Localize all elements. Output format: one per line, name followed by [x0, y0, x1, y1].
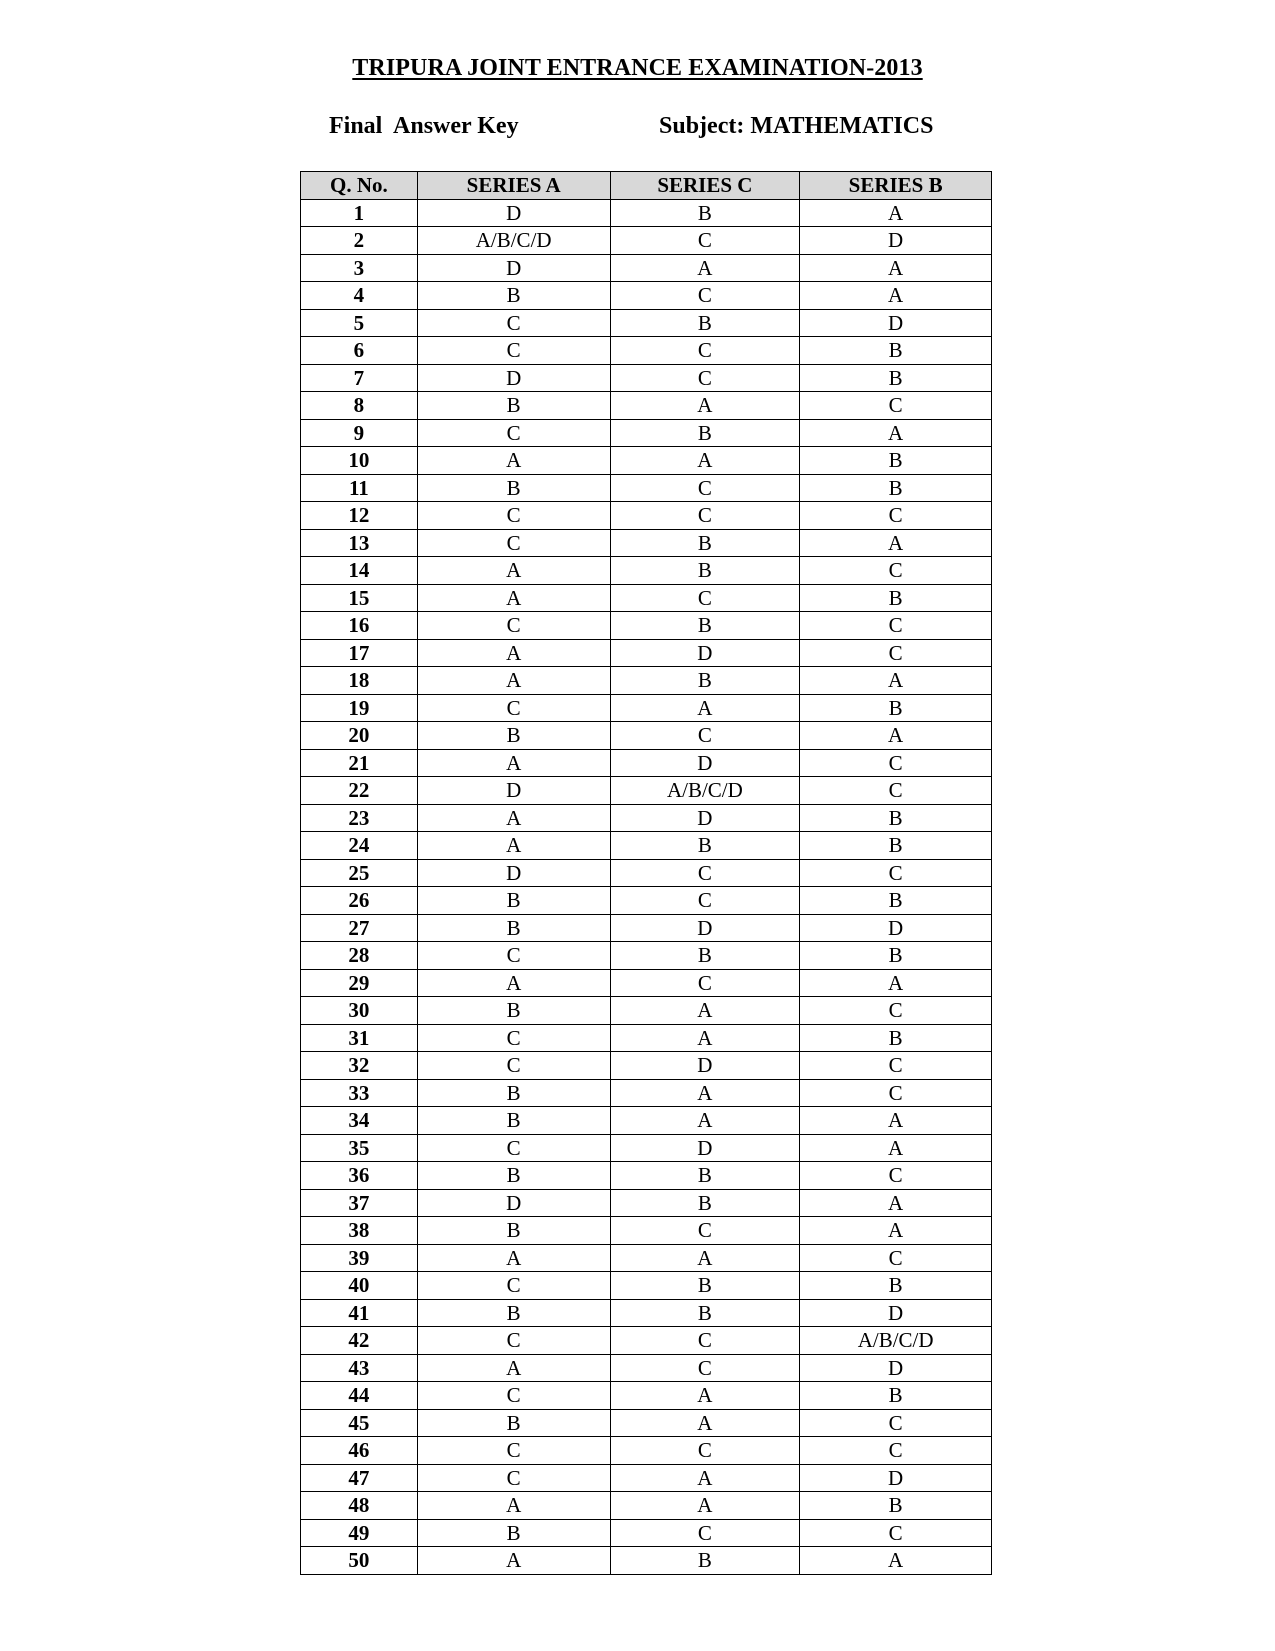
series-b-cell: D	[800, 309, 992, 337]
series-a-cell: A	[417, 1244, 610, 1272]
column-header-series-a: SERIES A	[417, 172, 610, 200]
table-row	[301, 832, 992, 860]
table-row	[301, 1272, 992, 1300]
series-c-cell: C	[610, 337, 800, 365]
qno-cell: 40	[301, 1272, 418, 1300]
series-a-cell: C	[417, 694, 610, 722]
table-row	[301, 1519, 992, 1547]
table-row	[301, 1464, 992, 1492]
table-row	[301, 859, 992, 887]
series-c-cell: C	[610, 722, 800, 750]
series-c-cell: A	[610, 1409, 800, 1437]
series-c-cell: C	[610, 969, 800, 997]
qno-cell: 47	[301, 1464, 418, 1492]
series-b-cell: D	[800, 914, 992, 942]
series-b-cell: C	[800, 557, 992, 585]
series-a-cell: A	[417, 804, 610, 832]
qno-cell: 23	[301, 804, 418, 832]
qno-cell: 49	[301, 1519, 418, 1547]
series-b-cell: B	[800, 337, 992, 365]
series-c-cell: B	[610, 1189, 800, 1217]
qno-cell: 17	[301, 639, 418, 667]
series-b-cell: C	[800, 639, 992, 667]
series-b-cell: A	[800, 722, 992, 750]
answer-key-table	[300, 171, 992, 1575]
series-b-cell: B	[800, 942, 992, 970]
qno-cell: 18	[301, 667, 418, 695]
table-row	[301, 749, 992, 777]
series-c-cell: C	[610, 474, 800, 502]
table-row	[301, 1244, 992, 1272]
series-c-cell: C	[610, 364, 800, 392]
series-a-cell: B	[417, 887, 610, 915]
series-c-cell: A	[610, 1382, 800, 1410]
table-row	[301, 887, 992, 915]
table-header	[301, 172, 992, 200]
series-b-cell: C	[800, 502, 992, 530]
series-c-cell: A	[610, 1107, 800, 1135]
series-a-cell: A	[417, 969, 610, 997]
series-a-cell: A	[417, 1547, 610, 1575]
series-b-cell: C	[800, 1409, 992, 1437]
series-b-cell: A	[800, 1134, 992, 1162]
qno-cell: 45	[301, 1409, 418, 1437]
qno-cell: 22	[301, 777, 418, 805]
series-a-cell: C	[417, 309, 610, 337]
series-a-cell: B	[417, 914, 610, 942]
series-c-cell: B	[610, 612, 800, 640]
series-c-cell: B	[610, 419, 800, 447]
series-a-cell: A	[417, 1492, 610, 1520]
series-b-cell: C	[800, 859, 992, 887]
table-row	[301, 639, 992, 667]
qno-cell: 11	[301, 474, 418, 502]
qno-cell: 2	[301, 227, 418, 255]
series-b-cell: A	[800, 419, 992, 447]
table-row	[301, 254, 992, 282]
series-c-cell: B	[610, 1162, 800, 1190]
series-a-cell: C	[417, 1052, 610, 1080]
table-row	[301, 199, 992, 227]
table-row	[301, 1162, 992, 1190]
table-row	[301, 1547, 992, 1575]
qno-cell: 38	[301, 1217, 418, 1245]
table-row	[301, 1327, 992, 1355]
series-b-cell: C	[800, 1244, 992, 1272]
series-a-cell: B	[417, 1299, 610, 1327]
series-b-cell: D	[800, 1464, 992, 1492]
series-a-cell: A	[417, 584, 610, 612]
qno-cell: 24	[301, 832, 418, 860]
series-a-cell: B	[417, 1162, 610, 1190]
series-b-cell: A	[800, 969, 992, 997]
qno-cell: 25	[301, 859, 418, 887]
table-row	[301, 777, 992, 805]
series-c-cell: B	[610, 199, 800, 227]
series-a-cell: B	[417, 392, 610, 420]
series-a-cell: C	[417, 1382, 610, 1410]
series-b-cell: B	[800, 804, 992, 832]
qno-cell: 27	[301, 914, 418, 942]
table-body	[301, 199, 992, 1574]
qno-cell: 13	[301, 529, 418, 557]
table-row	[301, 392, 992, 420]
column-header-series-c: SERIES C	[610, 172, 800, 200]
qno-cell: 43	[301, 1354, 418, 1382]
series-b-cell: D	[800, 1299, 992, 1327]
series-a-cell: B	[417, 1079, 610, 1107]
qno-cell: 44	[301, 1382, 418, 1410]
table-row	[301, 447, 992, 475]
series-b-cell: A	[800, 1217, 992, 1245]
header-row	[301, 172, 992, 200]
series-c-cell: B	[610, 1299, 800, 1327]
qno-cell: 48	[301, 1492, 418, 1520]
series-b-cell: B	[800, 1024, 992, 1052]
table-row	[301, 667, 992, 695]
series-c-cell: D	[610, 1052, 800, 1080]
series-a-cell: C	[417, 502, 610, 530]
page-title	[0, 55, 1275, 82]
qno-cell: 7	[301, 364, 418, 392]
qno-cell: 3	[301, 254, 418, 282]
table-row	[301, 1382, 992, 1410]
series-b-cell: B	[800, 1272, 992, 1300]
series-c-cell: A/B/C/D	[610, 777, 800, 805]
table-row	[301, 1024, 992, 1052]
series-c-cell: A	[610, 447, 800, 475]
series-c-cell: D	[610, 914, 800, 942]
series-c-cell: C	[610, 1354, 800, 1382]
series-c-cell: A	[610, 694, 800, 722]
answer-key-label: Final Answer Key	[329, 113, 519, 139]
table-row	[301, 612, 992, 640]
table-row	[301, 1134, 992, 1162]
table-row	[301, 227, 992, 255]
table-row	[301, 1107, 992, 1135]
series-c-cell: B	[610, 1272, 800, 1300]
qno-cell: 8	[301, 392, 418, 420]
series-c-cell: A	[610, 1024, 800, 1052]
series-a-cell: A	[417, 1354, 610, 1382]
series-b-cell: C	[800, 777, 992, 805]
series-b-cell: B	[800, 584, 992, 612]
qno-cell: 6	[301, 337, 418, 365]
qno-cell: 28	[301, 942, 418, 970]
table-row	[301, 804, 992, 832]
series-b-cell: A	[800, 199, 992, 227]
table-row	[301, 1492, 992, 1520]
table-row	[301, 557, 992, 585]
qno-cell: 5	[301, 309, 418, 337]
table-row	[301, 309, 992, 337]
series-a-cell: C	[417, 529, 610, 557]
table-row	[301, 1354, 992, 1382]
series-b-cell: A	[800, 1107, 992, 1135]
table-row	[301, 942, 992, 970]
series-c-cell: C	[610, 227, 800, 255]
subject-label: Subject: MATHEMATICS	[659, 113, 934, 139]
qno-cell: 15	[301, 584, 418, 612]
series-a-cell: C	[417, 1437, 610, 1465]
table-row	[301, 1052, 992, 1080]
series-c-cell: D	[610, 804, 800, 832]
series-a-cell: A	[417, 557, 610, 585]
series-a-cell: B	[417, 1519, 610, 1547]
series-b-cell: D	[800, 227, 992, 255]
qno-cell: 41	[301, 1299, 418, 1327]
table-row	[301, 584, 992, 612]
title-text: TRIPURA JOINT ENTRANCE EXAMINATION-2013	[352, 55, 923, 81]
series-b-cell: A	[800, 529, 992, 557]
series-b-cell: B	[800, 832, 992, 860]
series-b-cell: B	[800, 1382, 992, 1410]
series-a-cell: A	[417, 667, 610, 695]
column-header-series-b: SERIES B	[800, 172, 992, 200]
qno-cell: 30	[301, 997, 418, 1025]
series-b-cell: A	[800, 1547, 992, 1575]
series-c-cell: C	[610, 1327, 800, 1355]
qno-cell: 9	[301, 419, 418, 447]
qno-cell: 39	[301, 1244, 418, 1272]
series-b-cell: C	[800, 1519, 992, 1547]
series-a-cell: B	[417, 1409, 610, 1437]
table-row	[301, 529, 992, 557]
series-a-cell: D	[417, 254, 610, 282]
series-a-cell: D	[417, 1189, 610, 1217]
series-c-cell: A	[610, 1244, 800, 1272]
table-row	[301, 364, 992, 392]
qno-cell: 19	[301, 694, 418, 722]
series-a-cell: D	[417, 777, 610, 805]
series-b-cell: C	[800, 1079, 992, 1107]
series-c-cell: B	[610, 667, 800, 695]
series-a-cell: C	[417, 1327, 610, 1355]
series-a-cell: C	[417, 942, 610, 970]
qno-cell: 31	[301, 1024, 418, 1052]
qno-cell: 46	[301, 1437, 418, 1465]
series-a-cell: B	[417, 1217, 610, 1245]
series-c-cell: D	[610, 639, 800, 667]
series-c-cell: B	[610, 832, 800, 860]
qno-cell: 37	[301, 1189, 418, 1217]
series-a-cell: B	[417, 282, 610, 310]
qno-cell: 4	[301, 282, 418, 310]
series-b-cell: A	[800, 667, 992, 695]
series-c-cell: C	[610, 282, 800, 310]
table-row	[301, 419, 992, 447]
series-c-cell: C	[610, 859, 800, 887]
qno-cell: 34	[301, 1107, 418, 1135]
table-row	[301, 502, 992, 530]
table-row	[301, 1079, 992, 1107]
table-row	[301, 914, 992, 942]
series-a-cell: A/B/C/D	[417, 227, 610, 255]
qno-cell: 21	[301, 749, 418, 777]
series-c-cell: C	[610, 1437, 800, 1465]
series-b-cell: B	[800, 447, 992, 475]
series-a-cell: B	[417, 1107, 610, 1135]
table-row	[301, 1299, 992, 1327]
series-a-cell: D	[417, 859, 610, 887]
series-b-cell: C	[800, 997, 992, 1025]
series-a-cell: C	[417, 419, 610, 447]
series-c-cell: A	[610, 1492, 800, 1520]
series-c-cell: C	[610, 887, 800, 915]
series-c-cell: C	[610, 1519, 800, 1547]
series-c-cell: B	[610, 529, 800, 557]
table-row	[301, 1409, 992, 1437]
series-b-cell: A	[800, 254, 992, 282]
series-c-cell: D	[610, 749, 800, 777]
series-b-cell: C	[800, 749, 992, 777]
series-c-cell: A	[610, 392, 800, 420]
series-a-cell: A	[417, 832, 610, 860]
series-a-cell: A	[417, 639, 610, 667]
series-b-cell: B	[800, 364, 992, 392]
qno-cell: 12	[301, 502, 418, 530]
qno-cell: 10	[301, 447, 418, 475]
table-row	[301, 282, 992, 310]
series-b-cell: C	[800, 612, 992, 640]
series-a-cell: C	[417, 612, 610, 640]
qno-cell: 1	[301, 199, 418, 227]
table-row	[301, 722, 992, 750]
series-a-cell: A	[417, 447, 610, 475]
qno-cell: 26	[301, 887, 418, 915]
qno-cell: 50	[301, 1547, 418, 1575]
table-row	[301, 997, 992, 1025]
series-a-cell: D	[417, 364, 610, 392]
column-header-qno: Q. No.	[301, 172, 418, 200]
series-a-cell: B	[417, 722, 610, 750]
series-b-cell: B	[800, 474, 992, 502]
qno-cell: 20	[301, 722, 418, 750]
series-b-cell: C	[800, 1437, 992, 1465]
qno-cell: 14	[301, 557, 418, 585]
series-b-cell: A	[800, 1189, 992, 1217]
series-c-cell: C	[610, 584, 800, 612]
series-c-cell: A	[610, 997, 800, 1025]
table-row	[301, 1217, 992, 1245]
series-a-cell: C	[417, 1272, 610, 1300]
qno-cell: 16	[301, 612, 418, 640]
qno-cell: 29	[301, 969, 418, 997]
series-c-cell: A	[610, 1079, 800, 1107]
series-c-cell: D	[610, 1134, 800, 1162]
qno-cell: 33	[301, 1079, 418, 1107]
qno-cell: 36	[301, 1162, 418, 1190]
series-b-cell: A	[800, 282, 992, 310]
series-b-cell: C	[800, 1052, 992, 1080]
table-row	[301, 1437, 992, 1465]
qno-cell: 35	[301, 1134, 418, 1162]
series-b-cell: A/B/C/D	[800, 1327, 992, 1355]
qno-cell: 32	[301, 1052, 418, 1080]
series-b-cell: C	[800, 392, 992, 420]
series-c-cell: C	[610, 502, 800, 530]
series-b-cell: B	[800, 694, 992, 722]
qno-cell: 42	[301, 1327, 418, 1355]
series-a-cell: A	[417, 749, 610, 777]
table-row	[301, 694, 992, 722]
table-row	[301, 474, 992, 502]
series-a-cell: C	[417, 1024, 610, 1052]
series-a-cell: B	[417, 997, 610, 1025]
series-a-cell: C	[417, 1464, 610, 1492]
series-c-cell: C	[610, 1217, 800, 1245]
series-c-cell: A	[610, 254, 800, 282]
series-c-cell: B	[610, 1547, 800, 1575]
table-row	[301, 969, 992, 997]
series-a-cell: C	[417, 337, 610, 365]
series-a-cell: B	[417, 474, 610, 502]
series-c-cell: B	[610, 309, 800, 337]
series-a-cell: C	[417, 1134, 610, 1162]
series-c-cell: A	[610, 1464, 800, 1492]
series-c-cell: B	[610, 942, 800, 970]
series-b-cell: B	[800, 887, 992, 915]
series-b-cell: D	[800, 1354, 992, 1382]
table-row	[301, 337, 992, 365]
series-c-cell: B	[610, 557, 800, 585]
series-b-cell: C	[800, 1162, 992, 1190]
series-b-cell: B	[800, 1492, 992, 1520]
series-a-cell: D	[417, 199, 610, 227]
table-row	[301, 1189, 992, 1217]
